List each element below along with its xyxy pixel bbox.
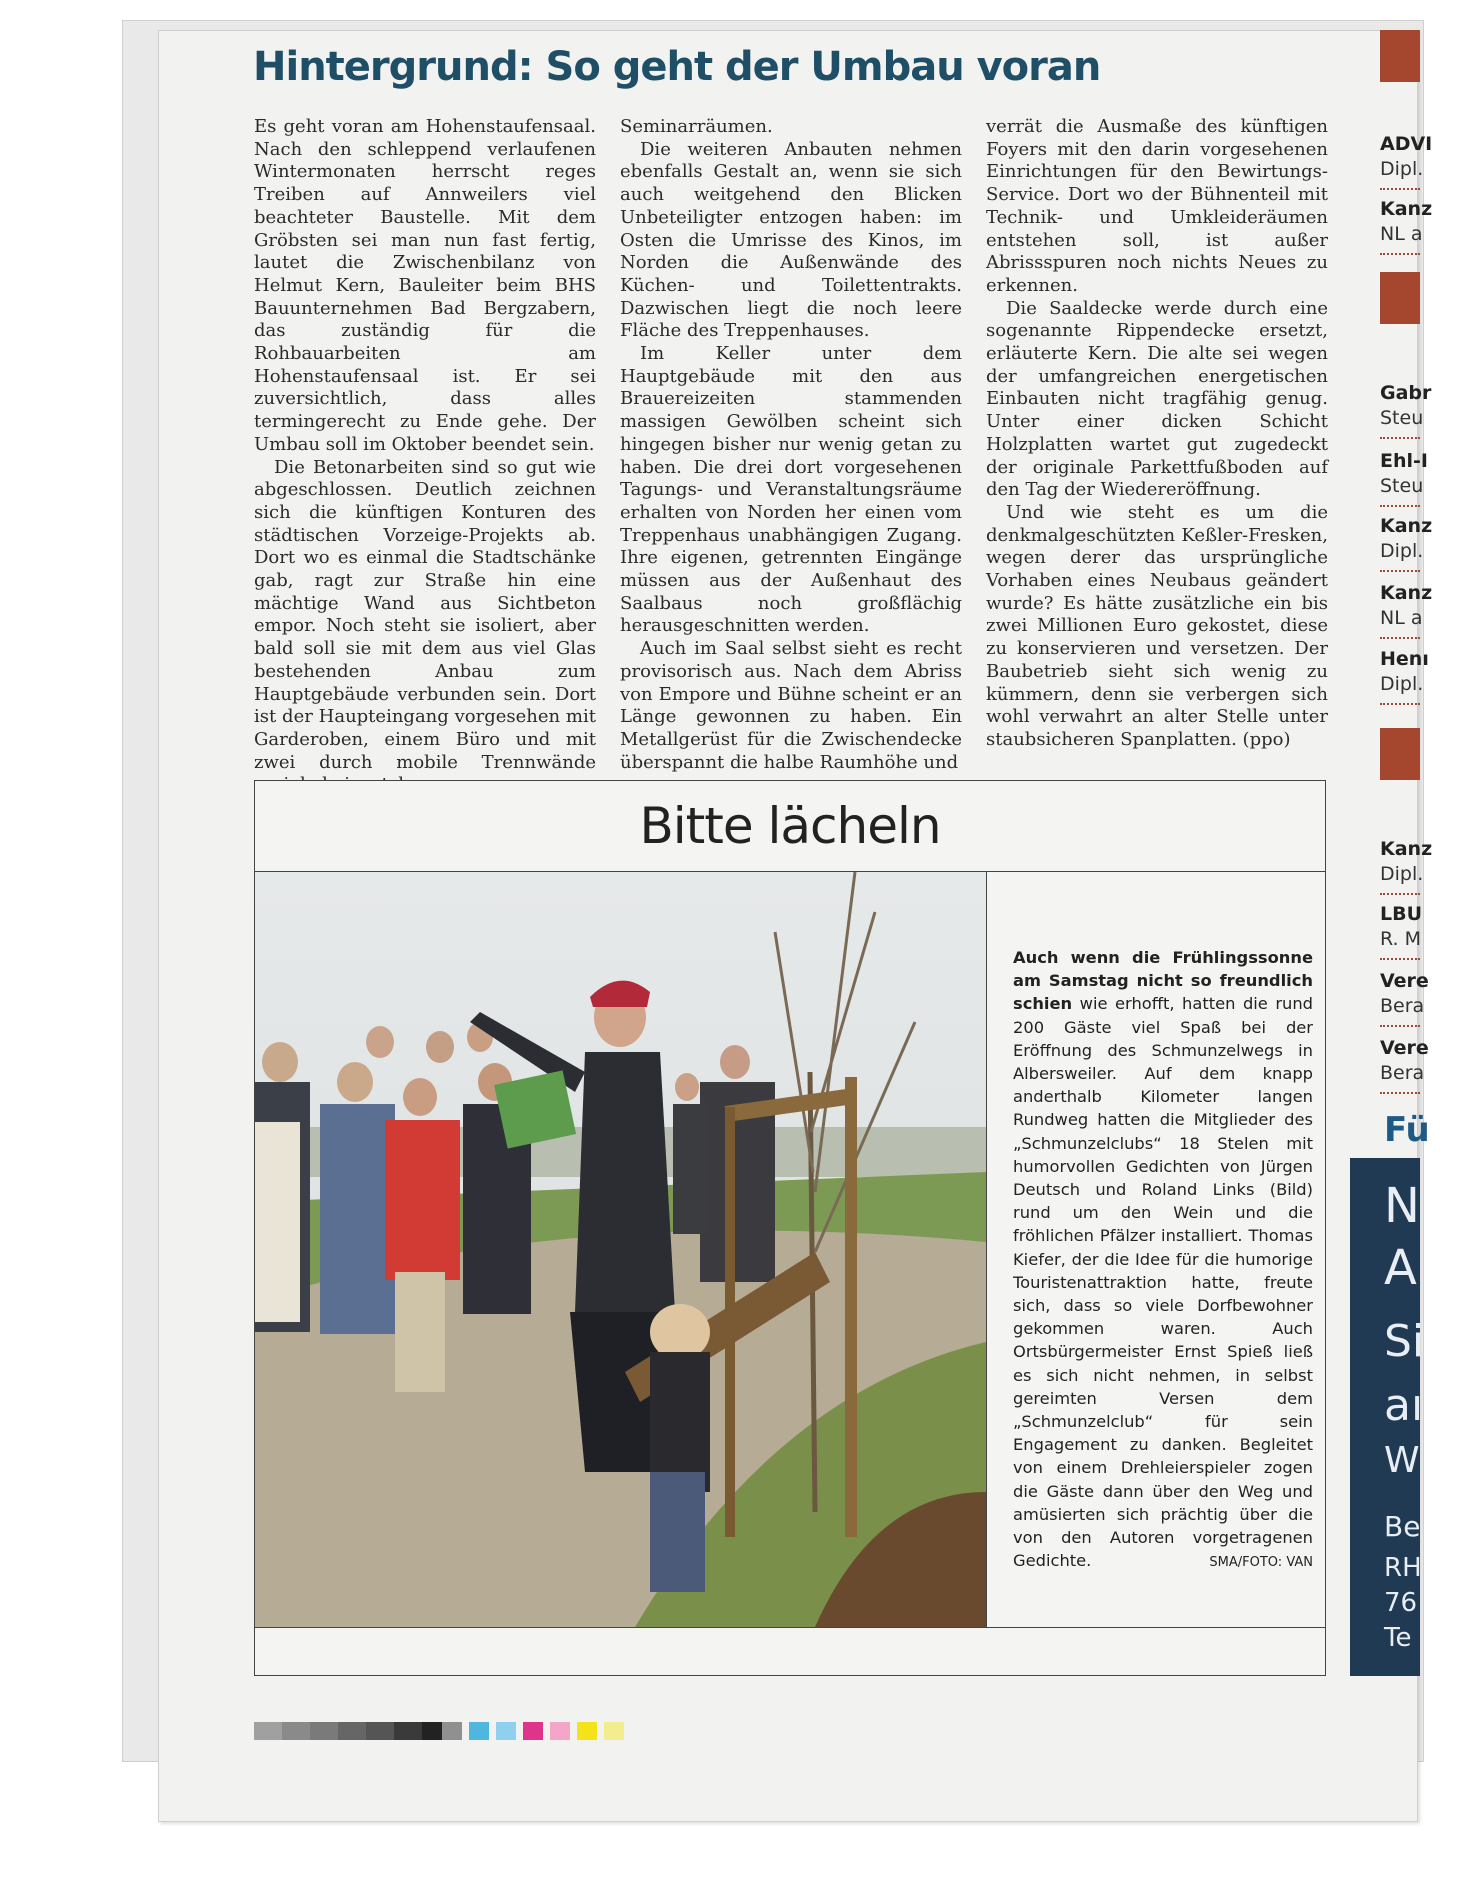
strip-red-block xyxy=(1380,272,1420,324)
article-column-1 xyxy=(254,116,596,773)
registration-swatch xyxy=(422,1722,442,1740)
registration-swatch xyxy=(366,1722,394,1740)
strip-red-block xyxy=(1380,30,1420,82)
press-photo xyxy=(255,872,987,1627)
strip-red-block xyxy=(1380,728,1420,780)
paragraph: Es geht voran am Hohenstaufensaal. Nach den schleppend verlaufenen Wintermonaten herrscht reges Treiben auf Annweilers viel beachteter Baustelle. Mit dem Gröbsten sei man nun fast fertig, lautet die Zwischenbilanz von Helmut Kern, Bauleiter beim BHS Bauunternehmen Bad Bergzabern, das zuständig für die Rohbauarbeiten am Hohenstaufensaal ist. Er sei zuversichtlich, dass alles termingerecht zu Ende gehe. Der Umbau soll im Oktober beendet sein. xyxy=(254,116,596,455)
registration-swatch xyxy=(338,1722,366,1740)
strip-label: Gabr xyxy=(1380,382,1432,404)
strip-divider xyxy=(1380,570,1420,572)
strip-divider xyxy=(1380,958,1420,960)
strip-ad-text: N xyxy=(1384,1178,1420,1234)
paragraph: Seminarräumen. xyxy=(620,116,773,137)
paragraph: Im Keller unter dem Hauptgebäude mit den aus Brauereizeiten stammenden massigen Gewölben scheint sich hingegen bisher nur wenig getan zu haben. Die drei dort vorgesehenen Tagungs- und Veranstaltungsräume erhalten von Norden her einen vom Treppenhaus unabhängigen Zugang. Ihre eigenen, getrennten Eingänge müssen aus der Außenhaut des Saalbaus noch großflächig herausgeschnitten werden. xyxy=(620,343,962,637)
registration-swatch xyxy=(604,1722,624,1740)
strip-label: Kanz xyxy=(1380,198,1433,220)
strip-ad-text: A xyxy=(1384,1240,1417,1296)
strip-heading: Fü xyxy=(1384,1110,1430,1150)
strip-label: Bera xyxy=(1380,1062,1425,1084)
strip-label: Vere xyxy=(1380,970,1429,992)
registration-swatch xyxy=(496,1722,516,1740)
strip-ad-text: 76 xyxy=(1384,1588,1418,1618)
strip-ad-text: RH xyxy=(1384,1553,1422,1583)
strip-label: Dipl. xyxy=(1380,863,1424,885)
article-headline: Hintergrund: So geht der Umbau voran xyxy=(253,44,1101,90)
strip-label: Dipl. xyxy=(1380,158,1424,180)
caption-lead: Auch wenn die Frühlingssonne am Samstag nicht so freundlich schien xyxy=(1013,948,1313,1014)
strip-label: Kanz xyxy=(1380,515,1433,537)
paragraph: Auch im Saal selbst sieht es recht provisorisch aus. Nach dem Abriss von Empore und Bühne scheint er an Länge gewonnen zu haben. Ein Metallgerüst für die Zwischendecke überspannt die halbe Raumhöhe und xyxy=(620,638,962,773)
photo-caption xyxy=(1013,946,1313,1574)
strip-label: Henı xyxy=(1380,648,1429,670)
photo-credit: SMA/FOTO: VAN xyxy=(1209,1555,1313,1571)
registration-swatch xyxy=(310,1722,338,1740)
strip-label: Kanz xyxy=(1380,838,1433,860)
registration-swatch xyxy=(282,1722,310,1740)
article-column-2 xyxy=(620,116,962,773)
registration-swatch xyxy=(254,1722,282,1740)
strip-ad-text: W xyxy=(1384,1440,1420,1481)
strip-divider xyxy=(1380,1092,1420,1094)
strip-divider xyxy=(1380,437,1420,439)
registration-swatch xyxy=(469,1722,489,1740)
strip-label: Kanz xyxy=(1380,582,1433,604)
strip-divider xyxy=(1380,505,1420,507)
strip-divider xyxy=(1380,703,1420,705)
paragraph: Die Betonarbeiten sind so gut wie abgeschlossen. Deutlich zeichnen sich die künftigen Konturen des städtischen Vorzeige-Projekts ab. Dort wo es einmal die Stadtschänke gab, ragt zur Straße hin eine mächtige Wand aus Sichtbeton empor. Noch steht sie isoliert, aber bald soll sie mit dem aus viel Glas bestehenden Anbau zum Hauptgebäude verbunden sein. Dort ist der Haupteingang vorgesehen mit Garderoben, einem Büro und mit zwei durch mobile Trennwände xyxy=(254,456,596,773)
registration-swatch xyxy=(550,1722,570,1740)
registration-swatch xyxy=(577,1722,597,1740)
paragraph: Die Saaldecke werde durch eine sogenannte Rippendecke ersetzt, erläuterte Kern. Die alte sei wegen der umfangreichen energetischen Einbauten nicht tragfähig genug. Unter einer dicken Schicht Holzplatten wartet gut zugedeckt der originale Parkettfußboden auf den Tag der Wiedereröffnung. xyxy=(986,297,1328,501)
strip-label: Dipl. xyxy=(1380,540,1424,562)
caption-body: wie erhofft, hatten die rund 200 Gäste viel Spaß bei der Eröffnung des Schmunzelwegs in Albersweiler. Auf dem knapp anderthalb Kilometer langen Rundweg hatten die Mitglieder des „Schmunzelclubs“ 18 Stelen mit humorvollen Gedichten von Jürgen Deutsch und Roland Links (Bild) rund um den Wein und die fröhlichen Pfälzer installiert. Thomas Kiefer, der die Idee für die humorige Touristenattraktion hatte, freute sich, dass so viele Dorfbewohner gekommen waren. Auch Ortsbürgermeister Ernst Spieß ließ es sich nicht nehmen, in selbst gereimten Versen dem „Schmunzelclub“ für sein Engagement zu danken. Begleitet von einem Drehleierspieler zogen die Gäste dann über den Weg und amüsierten sich prächtig über die von den Autoren vorgetragenen Gedichte. xyxy=(1013,994,1313,1571)
strip-label: Dipl. xyxy=(1380,673,1424,695)
strip-divider xyxy=(1380,253,1420,255)
strip-label: ADVI xyxy=(1380,133,1433,155)
strip-label: Bera xyxy=(1380,995,1425,1017)
strip-label: LBU xyxy=(1380,903,1423,925)
strip-blue-ad xyxy=(1350,1158,1425,1676)
strip-ad-text: Te xyxy=(1384,1623,1412,1653)
strip-divider xyxy=(1380,893,1420,895)
strip-divider xyxy=(1380,1025,1420,1027)
strip-label: NL a xyxy=(1380,607,1423,629)
strip-divider xyxy=(1380,637,1420,639)
strip-label: Steu xyxy=(1380,475,1424,497)
photo-box-title: Bitte lächeln xyxy=(255,781,1325,872)
strip-ad-text: Be xyxy=(1384,1510,1421,1543)
strip-label: Ehl-I xyxy=(1380,450,1428,472)
paragraph: Und wie steht es um die denkmalgeschützten Keßler-Fresken, wegen derer das ursprüngliche Vorhaben eines Neubaus geändert wurde? Es hätte zusätzliche ein bis zwei Millionen Euro gekostet, diese zu konservieren und versetzen. Der Baubetrieb sieht sich wenig zu kümmern, denn sie verbergen sich wohl verwahrt an alter Stelle unter staubsicheren Spanplatten. (ppo) xyxy=(986,501,1328,750)
registration-swatch xyxy=(523,1722,543,1740)
color-registration-bar xyxy=(254,1722,631,1740)
article-column-3 xyxy=(986,116,1328,750)
strip-label: NL a xyxy=(1380,223,1423,245)
strip-label: Steu xyxy=(1380,407,1424,429)
strip-divider xyxy=(1380,188,1420,190)
photo-feature-box xyxy=(254,780,1326,1676)
paragraph: Die weiteren Anbauten nehmen ebenfalls Gestalt an, wenn sie sich auch weitgehend den Blicken Unbeteiligter entzogen haben: im Osten die Umrisse des Kinos, im Norden die Außenwände des Küchen- und Toilettentrakts. Dazwischen liegt die noch leere Fläche des Treppenhauses. xyxy=(620,138,962,342)
strip-label: Vere xyxy=(1380,1037,1429,1059)
strip-label: R. M xyxy=(1380,928,1421,950)
paragraph: verrät die Ausmaße des künftigen Foyers mit den darin vorgesehenen Einrichtungen für den Bewirtungs-Service. Dort wo der Bühnenteil mit Technik- und Umkleideräumen entstehen soll, ist außer Abrissspuren noch nichts Neues zu erkennen. xyxy=(986,116,1328,296)
strip-ad-text: aı xyxy=(1384,1380,1424,1431)
strip-ad-text: Si xyxy=(1384,1316,1425,1367)
registration-swatch xyxy=(442,1722,462,1740)
photo-box-footer xyxy=(255,1627,1325,1676)
registration-swatch xyxy=(394,1722,422,1740)
press-photo-illustration xyxy=(255,872,986,1627)
